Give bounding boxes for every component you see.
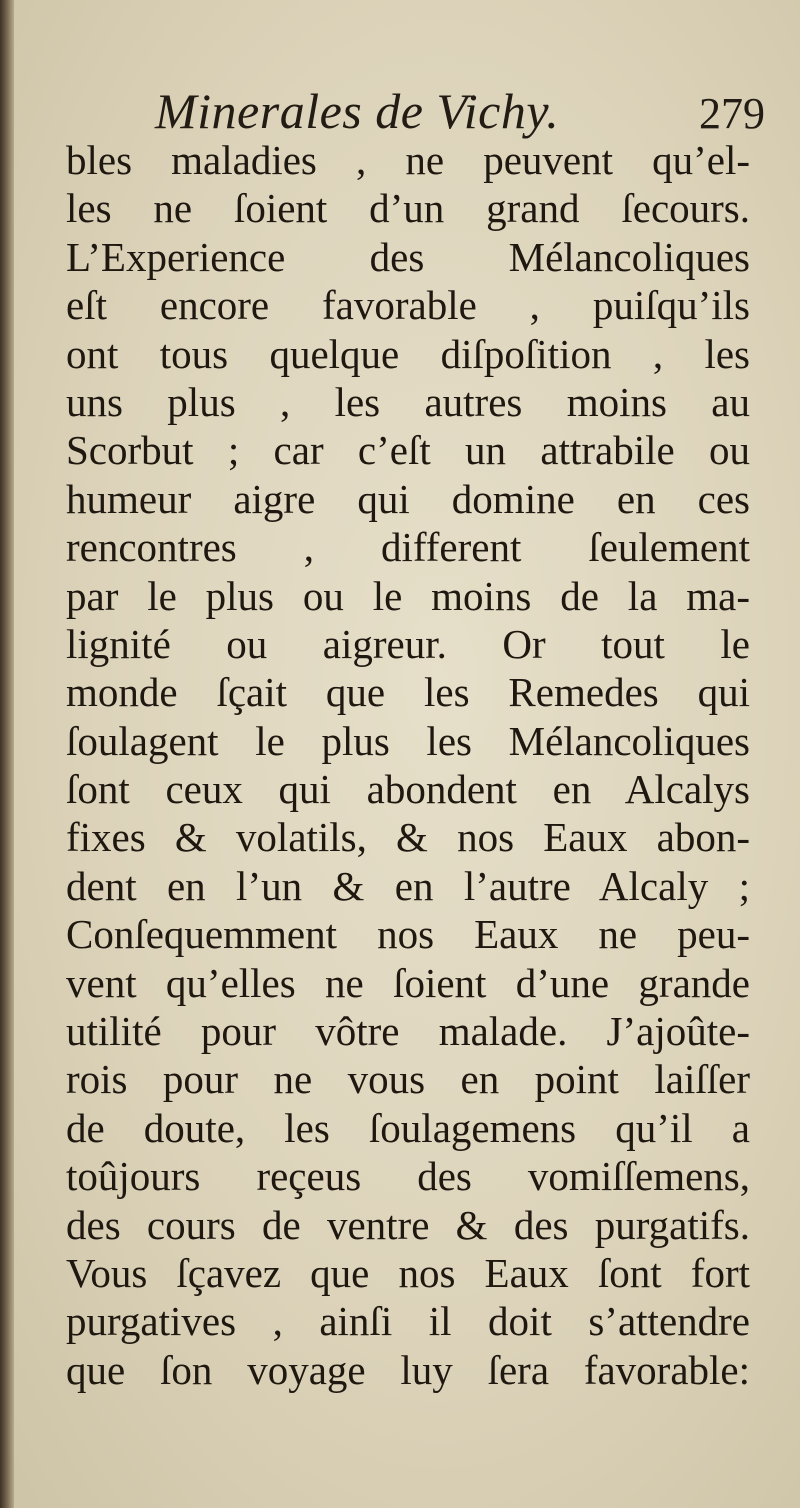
text-line: toûjours reçeus des vomiſſemens, bbox=[66, 1153, 750, 1200]
text-line: Scorbut ; car c’eſt un attrabile ou bbox=[66, 427, 750, 474]
text-line: des cours de ventre & des purgatifs. bbox=[66, 1201, 750, 1248]
body-text bbox=[66, 136, 750, 1394]
text-line: Vous ſçavez que nos Eaux ſont fort bbox=[66, 1249, 750, 1296]
text-line: L’Experience des Mélancoliques bbox=[66, 233, 750, 280]
text-line: ſoulagent le plus les Mélancoliques bbox=[66, 717, 750, 764]
text-line: uns plus , les autres moins au bbox=[66, 378, 750, 425]
text-line: vent qu’elles ne ſoient d’une grande bbox=[66, 959, 750, 1006]
text-line: monde ſçait que les Remedes qui bbox=[66, 669, 750, 716]
text-line: ont tous quelque diſpoſition , les bbox=[66, 330, 750, 377]
text-line: Conſequemment nos Eaux ne peu- bbox=[66, 911, 750, 958]
text-line: humeur aigre qui domine en ces bbox=[66, 475, 750, 522]
text-line: ſont ceux qui abondent en Alcalys bbox=[66, 766, 750, 813]
text-line: que ſon voyage luy ſera favorable: bbox=[66, 1346, 750, 1393]
text-line: eſt encore favorable , puiſqu’ils bbox=[66, 282, 750, 329]
running-title: Minerales de Vichy. bbox=[155, 83, 560, 139]
text-line: les ne ſoient d’un grand ſecours. bbox=[66, 185, 750, 232]
text-line: purgatives , ainſi il doit s’attendre bbox=[66, 1298, 750, 1345]
text-line: lignité ou aigreur. Or tout le bbox=[66, 620, 750, 667]
text-line: utilité pour vôtre malade. J’ajoûte- bbox=[66, 1008, 750, 1055]
text-line: bles maladies , ne peuvent qu’el- bbox=[66, 137, 750, 183]
text-line: par le plus ou le moins de la ma- bbox=[66, 572, 750, 619]
page-number: 279 bbox=[699, 89, 765, 138]
text-line: rois pour ne vous en point laiſſer bbox=[66, 1056, 750, 1103]
text-line: dent en l’un & en l’autre Alcaly ; bbox=[66, 862, 750, 909]
text-line: fixes & volatils, & nos Eaux abon- bbox=[66, 814, 750, 861]
text-line: de doute, les ſoulagemens qu’il a bbox=[66, 1104, 750, 1151]
text-line: rencontres , different ſeulement bbox=[66, 524, 750, 571]
book-binding-edge bbox=[0, 0, 14, 1508]
